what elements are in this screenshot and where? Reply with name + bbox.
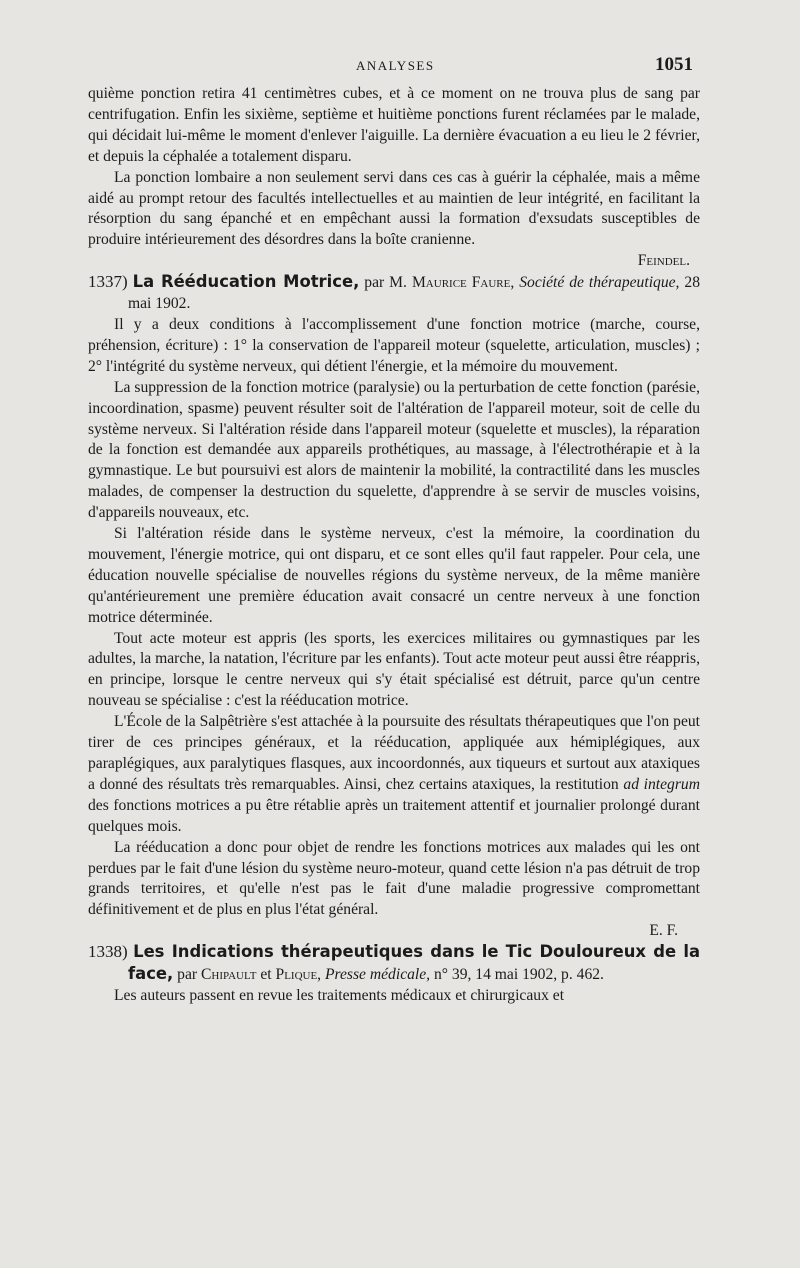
reference: n° 39, 14 mai 1902, p. 462. bbox=[433, 966, 604, 984]
running-head bbox=[0, 54, 800, 82]
author: Plique, bbox=[275, 966, 322, 984]
page-number: 1051 bbox=[655, 54, 693, 75]
signature: E. F. bbox=[649, 922, 678, 940]
paragraph: Tout acte moteur est appris (les sports, les exercices militaires ou gymnastiques par les adultes, la marche, la natation, l'écriture par les enfants). Tout acte moteur peut aussi être réappris, en principe, lorsque le centre nerveux qui s'y était spécialisé est détruit, parce qu'un centre nouveau se spécialise : c'est la rééducation motrice. bbox=[88, 629, 700, 710]
paragraph: quième ponction retira 41 centimètres cubes, et à ce moment on ne trouva plus de sang par centrifugation. Enfin les sixième, septième et huitième ponctions furent réclamées par le malade, qui décidait lui-même le moment d'enlever l'aiguille. La dernière évacuation a eu lieu le 2 février, et depuis la céphalée a totalement disparu. bbox=[88, 85, 700, 165]
article-number: 1338) bbox=[88, 942, 128, 962]
by-label: par M. bbox=[364, 274, 407, 292]
author: Maurice Faure, bbox=[411, 274, 515, 292]
article-title: Les Indications thérapeutiques dans le Tic Douloureux de la face, bbox=[128, 942, 701, 984]
latin-phrase: ad integrum bbox=[623, 775, 700, 793]
source: Presse médicale, bbox=[324, 966, 431, 984]
paragraph: Les auteurs passent en revue les traitements médicaux et chirurgicaux et bbox=[114, 986, 565, 1004]
paragraph: La rééducation a donc pour objet de rendre les fonctions motrices aux malades qui les ont perdues par le fait d'une lésion du système neuro-moteur, quand cette lésion n'a pas détruit de trop grands territoires, et qu'elle n'est pas le fait d'une maladie progressive compromettant définitivement et de plus en plus l'état général. bbox=[88, 838, 700, 919]
page-body bbox=[88, 84, 700, 1007]
source: Société de thérapeutique, bbox=[519, 274, 680, 292]
article-title: La Rééducation Motrice, bbox=[132, 272, 360, 292]
paragraph-text: L'École de la Salpêtrière s'est attachée à la poursuite des résultats thérapeutiques que l'on peut tirer de ces principes généraux, et la rééducation, appliquée aux hémiplégiques, aux paraplégiques, aux paralytiques flasques, aux incoordonnés, aux tiqueurs et surtout aux ataxiques a donné des résultats très remarquables. Ainsi, chez certains ataxiques, la restitution bbox=[88, 713, 700, 793]
paragraph bbox=[88, 712, 700, 837]
by-label: par bbox=[177, 966, 198, 984]
article-heading-1338 bbox=[88, 942, 700, 986]
paragraph: Si l'altération réside dans le système nerveux, c'est la mémoire, la coordination du mouvement, l'énergie motrice, qui ont disparu, et ce sont elles qu'il faut rappeler. Pour cela, une éducation nouvelle spécialise de nouvelles régions du système nerveux, de la même manière qu'antérieurement une première éducation avait consacré un centre nerveux à une fonction motrice déterminée. bbox=[88, 525, 700, 626]
and-label: et bbox=[260, 966, 272, 984]
article-number: 1337) bbox=[88, 272, 128, 292]
running-title: ANALYSES bbox=[356, 58, 435, 73]
paragraph: La suppression de la fonction motrice (paralysie) ou la perturbation de cette fonction (parésie, incoordination, spasme) peuvent résulter soit de l'altération de l'appareil moteur, soit de celle du système nerveux. Si l'altération réside dans l'appareil moteur (squelette et muscles), la réparation de la fonction est demandée aux appareils prothétiques, au massage, à l'électrothérapie et à la gymnastique. Le but poursuivi est alors de maintenir la mobilité, la contractilité dans les muscles malades, de compenser la destruction du squelette, d'apprendre à se servir de muscles voisins, d'appareils nouveaux, etc. bbox=[88, 378, 700, 522]
date: 28 mai 1902. bbox=[128, 274, 701, 313]
signature: Feindel. bbox=[637, 252, 690, 270]
paragraph: Il y a deux conditions à l'accomplissement d'une fonction motrice (marche, course, préhension, écriture) : 1° la conservation de l'appareil moteur (squelette, articulation, muscles) ; 2° l'intégrité du système nerveux, qui détient l'énergie, et la mémoire du mouvement. bbox=[88, 315, 700, 375]
paragraph-text: des fonctions motrices a pu être rétablie après un traitement attentif et journalier prolongé durant quelques mois. bbox=[88, 796, 700, 835]
paragraph: La ponction lombaire a non seulement servi dans ces cas à guérir la céphalée, mais a même aidé au prompt retour des facultés intellectuelles et au maintien de leur intégrité, en facilitant la résorption du sang épanché et en empêchant aussi la formation d'exsudats susceptibles de produire intérieurement des désordres dans la boîte cranienne. bbox=[88, 168, 700, 249]
author: Chipault bbox=[201, 966, 257, 984]
article-heading-1337 bbox=[88, 272, 700, 315]
